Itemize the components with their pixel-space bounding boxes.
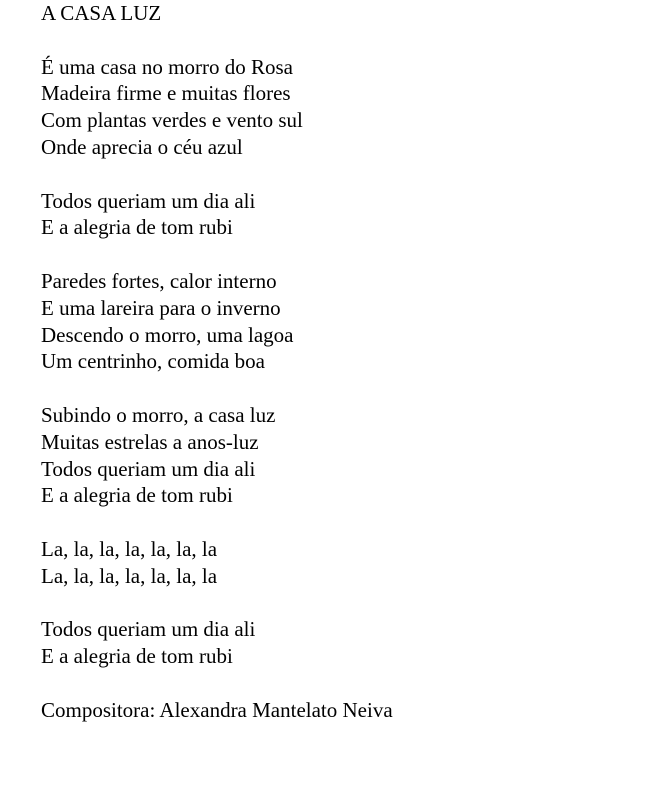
lyric-line: Com plantas verdes e vento sul bbox=[41, 108, 303, 133]
stanza-1 bbox=[41, 54, 641, 161]
lyric-line: Descendo o morro, uma lagoa bbox=[41, 322, 294, 347]
lyric-line: Todos queriam um dia ali bbox=[41, 617, 256, 642]
lyric-line: E a alegria de tom rubi bbox=[41, 644, 233, 669]
stanza-2 bbox=[41, 188, 641, 242]
lyric-line: E uma lareira para o inverno bbox=[41, 295, 281, 320]
lyric-line: Paredes fortes, calor interno bbox=[41, 268, 277, 293]
stanza-5 bbox=[41, 536, 641, 590]
lyric-line: La, la, la, la, la, la, la bbox=[41, 563, 218, 588]
lyric-line: E a alegria de tom rubi bbox=[41, 215, 233, 240]
song-document bbox=[41, 0, 641, 724]
stanza-3 bbox=[41, 268, 641, 375]
stanza-4 bbox=[41, 402, 641, 509]
lyric-line: E a alegria de tom rubi bbox=[41, 483, 233, 508]
lyric-line: La, la, la, la, la, la, la bbox=[41, 536, 218, 561]
lyric-line: Todos queriam um dia ali bbox=[41, 456, 256, 481]
song-title: A CASA LUZ bbox=[41, 1, 162, 25]
lyric-line: Onde aprecia o céu azul bbox=[41, 134, 243, 159]
lyric-line: Todos queriam um dia ali bbox=[41, 188, 256, 213]
lyric-line: Muitas estrelas a anos-luz bbox=[41, 429, 259, 454]
lyric-line: Subindo o morro, a casa luz bbox=[41, 402, 276, 427]
lyric-line: Um centrinho, comida boa bbox=[41, 349, 265, 374]
lyric-line: É uma casa no morro do Rosa bbox=[41, 54, 293, 79]
stanza-6 bbox=[41, 616, 641, 670]
composer-credit: Compositora: Alexandra Mantelato Neiva bbox=[41, 697, 393, 722]
lyric-line: Madeira firme e muitas flores bbox=[41, 81, 291, 106]
